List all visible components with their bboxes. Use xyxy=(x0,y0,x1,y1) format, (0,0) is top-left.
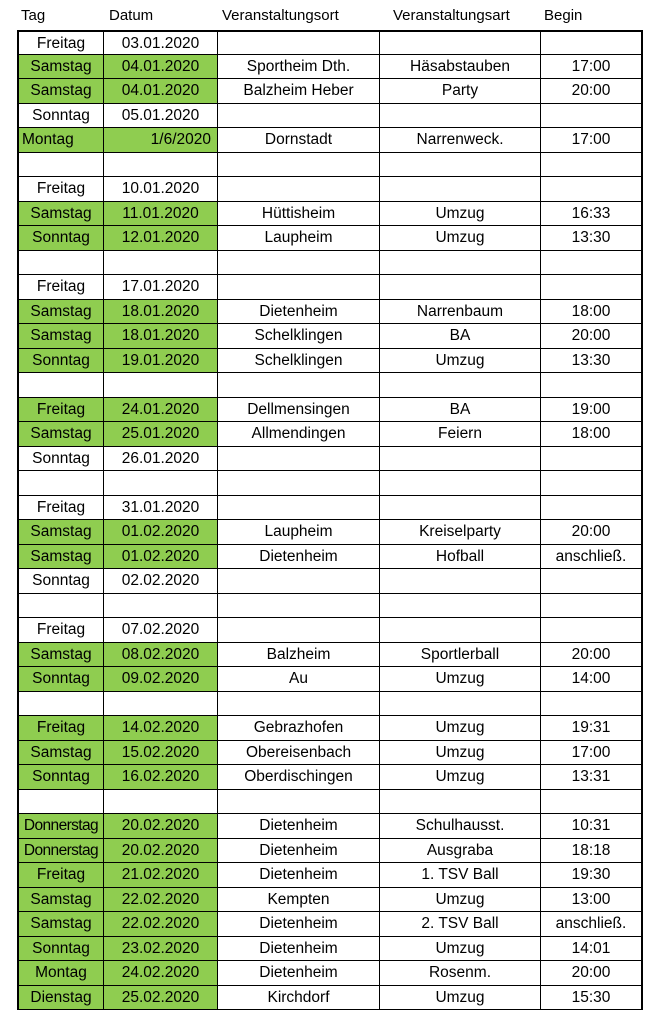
table-row xyxy=(17,839,643,864)
cell-art: Schulhausst. xyxy=(380,814,541,839)
cell-tag: Freitag xyxy=(17,863,104,888)
header-veranstaltungsort: Veranstaltungsort xyxy=(222,7,339,24)
cell-ort: Dornstadt xyxy=(218,128,380,153)
cell-ort xyxy=(218,790,380,815)
table-row xyxy=(17,177,643,202)
cell-datum: 20.02.2020 xyxy=(104,814,218,839)
table-row xyxy=(17,349,643,374)
cell-art: Umzug xyxy=(380,226,541,251)
cell-begin xyxy=(541,496,643,521)
column-headers xyxy=(0,0,649,30)
cell-ort: Dietenheim xyxy=(218,937,380,962)
cell-tag: Samstag xyxy=(17,888,104,913)
cell-tag: Samstag xyxy=(17,741,104,766)
cell-ort xyxy=(218,569,380,594)
cell-tag: Montag xyxy=(17,128,104,153)
cell-datum: 08.02.2020 xyxy=(104,643,218,668)
cell-begin: 19:00 xyxy=(541,398,643,423)
cell-art: Party xyxy=(380,79,541,104)
cell-datum: 31.01.2020 xyxy=(104,496,218,521)
table-row xyxy=(17,692,643,717)
cell-ort xyxy=(218,275,380,300)
cell-art: Sportlerball xyxy=(380,643,541,668)
cell-tag: Donnerstag xyxy=(17,839,104,864)
cell-begin xyxy=(541,251,643,276)
cell-ort xyxy=(218,496,380,521)
table-row xyxy=(17,104,643,129)
table-row xyxy=(17,912,643,937)
cell-art xyxy=(380,790,541,815)
cell-art: Feiern xyxy=(380,422,541,447)
cell-datum: 01.02.2020 xyxy=(104,545,218,570)
cell-tag: Samstag xyxy=(17,202,104,227)
cell-art: Umzug xyxy=(380,667,541,692)
cell-tag xyxy=(17,251,104,276)
header-begin: Begin xyxy=(544,7,583,24)
cell-tag xyxy=(17,692,104,717)
table-row xyxy=(17,520,643,545)
cell-tag xyxy=(17,471,104,496)
cell-ort: Oberdischingen xyxy=(218,765,380,790)
cell-begin: 20:00 xyxy=(541,79,643,104)
cell-datum: 21.02.2020 xyxy=(104,863,218,888)
cell-ort xyxy=(218,692,380,717)
cell-tag: Samstag xyxy=(17,422,104,447)
cell-tag: Dienstag xyxy=(17,986,104,1011)
cell-begin xyxy=(541,447,643,472)
cell-begin: 13:30 xyxy=(541,349,643,374)
cell-tag: Sonntag xyxy=(17,447,104,472)
cell-tag: Freitag xyxy=(17,618,104,643)
cell-ort xyxy=(218,153,380,178)
cell-datum xyxy=(104,373,218,398)
cell-art: Umzug xyxy=(380,937,541,962)
cell-tag: Freitag xyxy=(17,275,104,300)
cell-datum: 07.02.2020 xyxy=(104,618,218,643)
cell-ort xyxy=(218,594,380,619)
cell-art xyxy=(380,251,541,276)
cell-art xyxy=(380,275,541,300)
table-row xyxy=(17,373,643,398)
cell-begin: 18:18 xyxy=(541,839,643,864)
cell-tag: Samstag xyxy=(17,643,104,668)
cell-datum xyxy=(104,692,218,717)
cell-begin xyxy=(541,177,643,202)
cell-datum: 22.02.2020 xyxy=(104,888,218,913)
cell-ort: Balzheim Heber xyxy=(218,79,380,104)
table-row xyxy=(17,716,643,741)
table-row xyxy=(17,128,643,153)
cell-ort: Au xyxy=(218,667,380,692)
cell-ort: Laupheim xyxy=(218,226,380,251)
cell-datum: 15.02.2020 xyxy=(104,741,218,766)
cell-tag xyxy=(17,373,104,398)
cell-begin: 20:00 xyxy=(541,520,643,545)
cell-datum: 18.01.2020 xyxy=(104,324,218,349)
cell-begin: 17:00 xyxy=(541,128,643,153)
cell-tag: Sonntag xyxy=(17,569,104,594)
cell-begin: 13:30 xyxy=(541,226,643,251)
cell-datum: 03.01.2020 xyxy=(104,30,218,55)
cell-tag xyxy=(17,153,104,178)
schedule-table xyxy=(17,30,643,1010)
cell-begin: 18:00 xyxy=(541,422,643,447)
cell-ort xyxy=(218,251,380,276)
cell-tag: Freitag xyxy=(17,398,104,423)
table-row xyxy=(17,79,643,104)
cell-ort xyxy=(218,177,380,202)
cell-art: Umzug xyxy=(380,765,541,790)
cell-begin: anschließ. xyxy=(541,912,643,937)
cell-ort: Dietenheim xyxy=(218,839,380,864)
cell-tag: Freitag xyxy=(17,30,104,55)
cell-begin: 20:00 xyxy=(541,643,643,668)
table-row xyxy=(17,275,643,300)
cell-ort xyxy=(218,471,380,496)
cell-begin: anschließ. xyxy=(541,545,643,570)
cell-datum: 23.02.2020 xyxy=(104,937,218,962)
cell-datum: 1/6/2020 xyxy=(104,128,218,153)
cell-datum xyxy=(104,251,218,276)
cell-begin xyxy=(541,594,643,619)
cell-begin xyxy=(541,692,643,717)
table-row xyxy=(17,667,643,692)
cell-art: Umzug xyxy=(380,986,541,1011)
cell-ort: Gebrazhofen xyxy=(218,716,380,741)
table-row xyxy=(17,741,643,766)
cell-datum xyxy=(104,153,218,178)
cell-datum: 24.02.2020 xyxy=(104,961,218,986)
cell-tag: Sonntag xyxy=(17,667,104,692)
cell-begin: 13:31 xyxy=(541,765,643,790)
cell-art: Narrenweck. xyxy=(380,128,541,153)
cell-ort xyxy=(218,104,380,129)
cell-art xyxy=(380,618,541,643)
cell-datum: 14.02.2020 xyxy=(104,716,218,741)
cell-begin: 15:30 xyxy=(541,986,643,1011)
cell-art xyxy=(380,569,541,594)
cell-art xyxy=(380,594,541,619)
header-datum: Datum xyxy=(109,7,154,24)
cell-art: Kreiselparty xyxy=(380,520,541,545)
cell-art: Hofball xyxy=(380,545,541,570)
cell-tag: Samstag xyxy=(17,912,104,937)
cell-art xyxy=(380,471,541,496)
cell-begin xyxy=(541,104,643,129)
cell-art: BA xyxy=(380,324,541,349)
cell-tag xyxy=(17,594,104,619)
cell-art: Häsabstauben xyxy=(380,55,541,80)
cell-datum: 04.01.2020 xyxy=(104,79,218,104)
cell-art xyxy=(380,447,541,472)
cell-art: Narrenbaum xyxy=(380,300,541,325)
cell-datum xyxy=(104,790,218,815)
cell-ort: Dietenheim xyxy=(218,961,380,986)
cell-tag: Sonntag xyxy=(17,349,104,374)
cell-tag: Freitag xyxy=(17,177,104,202)
cell-datum xyxy=(104,471,218,496)
cell-tag: Samstag xyxy=(17,79,104,104)
cell-art xyxy=(380,496,541,521)
cell-begin xyxy=(541,790,643,815)
cell-datum: 18.01.2020 xyxy=(104,300,218,325)
cell-begin xyxy=(541,618,643,643)
cell-ort: Schelklingen xyxy=(218,324,380,349)
cell-ort: Dietenheim xyxy=(218,814,380,839)
cell-tag: Donnerstag xyxy=(17,814,104,839)
table-row xyxy=(17,55,643,80)
cell-tag: Freitag xyxy=(17,716,104,741)
cell-ort xyxy=(218,30,380,55)
cell-begin: 19:30 xyxy=(541,863,643,888)
table-row xyxy=(17,422,643,447)
cell-ort: Dietenheim xyxy=(218,912,380,937)
cell-datum: 04.01.2020 xyxy=(104,55,218,80)
cell-art: Umzug xyxy=(380,888,541,913)
cell-tag: Sonntag xyxy=(17,104,104,129)
table-row xyxy=(17,888,643,913)
table-row xyxy=(17,496,643,521)
cell-begin xyxy=(541,569,643,594)
cell-ort: Kirchdorf xyxy=(218,986,380,1011)
table-row xyxy=(17,300,643,325)
cell-ort: Obereisenbach xyxy=(218,741,380,766)
cell-datum: 12.01.2020 xyxy=(104,226,218,251)
cell-begin: 14:01 xyxy=(541,937,643,962)
cell-art xyxy=(380,30,541,55)
cell-ort xyxy=(218,447,380,472)
cell-art xyxy=(380,104,541,129)
cell-art: Rosenm. xyxy=(380,961,541,986)
cell-begin: 10:31 xyxy=(541,814,643,839)
cell-tag: Samstag xyxy=(17,300,104,325)
cell-ort: Schelklingen xyxy=(218,349,380,374)
cell-datum: 22.02.2020 xyxy=(104,912,218,937)
cell-begin xyxy=(541,275,643,300)
cell-art: 2. TSV Ball xyxy=(380,912,541,937)
cell-begin: 14:00 xyxy=(541,667,643,692)
cell-begin xyxy=(541,153,643,178)
table-row xyxy=(17,863,643,888)
cell-tag: Samstag xyxy=(17,55,104,80)
cell-begin: 17:00 xyxy=(541,55,643,80)
table-row xyxy=(17,226,643,251)
cell-begin xyxy=(541,30,643,55)
cell-ort: Dietenheim xyxy=(218,300,380,325)
table-row xyxy=(17,937,643,962)
cell-begin: 19:31 xyxy=(541,716,643,741)
table-row xyxy=(17,447,643,472)
cell-datum: 24.01.2020 xyxy=(104,398,218,423)
cell-datum: 17.01.2020 xyxy=(104,275,218,300)
cell-ort xyxy=(218,618,380,643)
cell-ort: Laupheim xyxy=(218,520,380,545)
table-row xyxy=(17,986,643,1011)
table-row xyxy=(17,398,643,423)
cell-begin: 20:00 xyxy=(541,961,643,986)
table-row xyxy=(17,765,643,790)
cell-datum: 16.02.2020 xyxy=(104,765,218,790)
cell-begin xyxy=(541,373,643,398)
cell-datum: 09.02.2020 xyxy=(104,667,218,692)
cell-begin: 13:00 xyxy=(541,888,643,913)
cell-art: Umzug xyxy=(380,741,541,766)
cell-art xyxy=(380,153,541,178)
table-row xyxy=(17,643,643,668)
table-row xyxy=(17,153,643,178)
table-row xyxy=(17,251,643,276)
cell-ort: Balzheim xyxy=(218,643,380,668)
cell-datum: 26.01.2020 xyxy=(104,447,218,472)
cell-datum: 01.02.2020 xyxy=(104,520,218,545)
table-row xyxy=(17,594,643,619)
cell-begin: 20:00 xyxy=(541,324,643,349)
cell-art: 1. TSV Ball xyxy=(380,863,541,888)
cell-ort: Sportheim Dth. xyxy=(218,55,380,80)
cell-art: Umzug xyxy=(380,716,541,741)
cell-ort: Dietenheim xyxy=(218,863,380,888)
cell-tag: Sonntag xyxy=(17,765,104,790)
cell-ort: Dietenheim xyxy=(218,545,380,570)
cell-art: Ausgraba xyxy=(380,839,541,864)
cell-tag: Montag xyxy=(17,961,104,986)
cell-ort: Kempten xyxy=(218,888,380,913)
cell-ort xyxy=(218,373,380,398)
cell-begin: 17:00 xyxy=(541,741,643,766)
cell-datum: 25.01.2020 xyxy=(104,422,218,447)
cell-tag: Freitag xyxy=(17,496,104,521)
cell-begin: 18:00 xyxy=(541,300,643,325)
table-row xyxy=(17,814,643,839)
cell-tag: Sonntag xyxy=(17,937,104,962)
table-row xyxy=(17,545,643,570)
cell-datum: 25.02.2020 xyxy=(104,986,218,1011)
cell-datum: 02.02.2020 xyxy=(104,569,218,594)
cell-art: Umzug xyxy=(380,202,541,227)
table-row xyxy=(17,471,643,496)
cell-ort: Hüttisheim xyxy=(218,202,380,227)
cell-art: Umzug xyxy=(380,349,541,374)
cell-datum: 19.01.2020 xyxy=(104,349,218,374)
cell-datum: 20.02.2020 xyxy=(104,839,218,864)
cell-tag: Sonntag xyxy=(17,226,104,251)
cell-datum: 11.01.2020 xyxy=(104,202,218,227)
table-row xyxy=(17,618,643,643)
cell-begin: 16:33 xyxy=(541,202,643,227)
table-row xyxy=(17,569,643,594)
cell-tag: Samstag xyxy=(17,520,104,545)
cell-art: BA xyxy=(380,398,541,423)
cell-art xyxy=(380,177,541,202)
cell-ort: Allmendingen xyxy=(218,422,380,447)
cell-tag: Samstag xyxy=(17,324,104,349)
table-row xyxy=(17,30,643,55)
table-row xyxy=(17,961,643,986)
cell-ort: Dellmensingen xyxy=(218,398,380,423)
cell-datum: 10.01.2020 xyxy=(104,177,218,202)
header-tag: Tag xyxy=(21,7,46,24)
cell-tag xyxy=(17,790,104,815)
table-row xyxy=(17,790,643,815)
table-row xyxy=(17,202,643,227)
cell-art xyxy=(380,692,541,717)
cell-art xyxy=(380,373,541,398)
cell-tag: Samstag xyxy=(17,545,104,570)
cell-datum: 05.01.2020 xyxy=(104,104,218,129)
table-row xyxy=(17,324,643,349)
cell-datum xyxy=(104,594,218,619)
header-veranstaltungsart: Veranstaltungsart xyxy=(393,7,510,24)
cell-begin xyxy=(541,471,643,496)
